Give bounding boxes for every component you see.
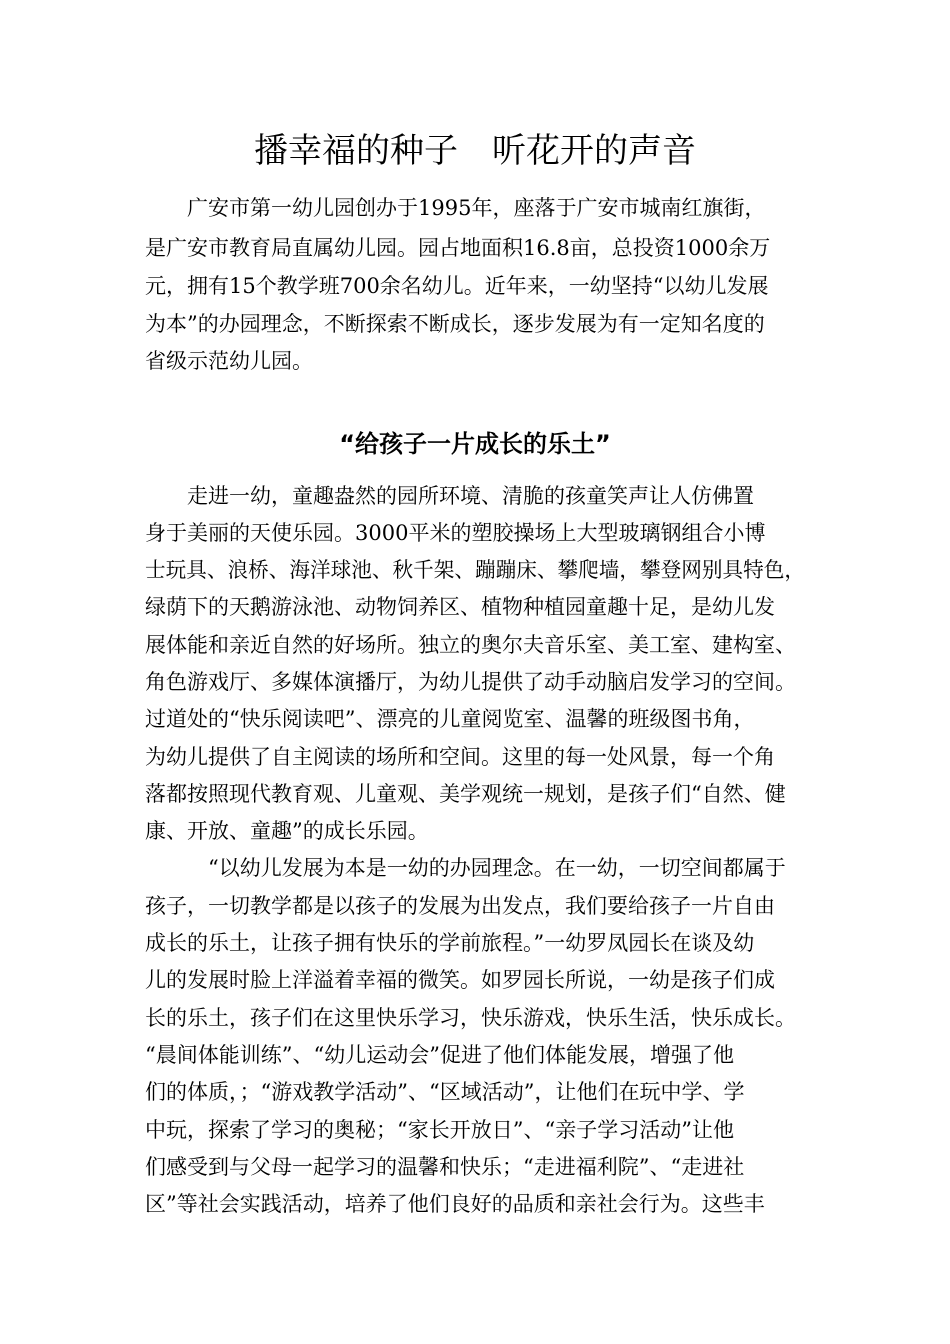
- intro-line: 是广安市教育局直属幼儿园。园占地面积16.8亩，总投资1000余万: [145, 236, 771, 260]
- intro-line: 元，拥有15个教学班700余名幼儿。近年来，一幼坚持“以幼儿发展: [145, 274, 769, 298]
- paragraph1-line: 身于美丽的天使乐园。3000平米的塑胶操场上大型玻璃钢组合小博: [145, 521, 766, 545]
- paragraph1-line: 为幼儿提供了自主阅读的场所和空间。这里的每一处风景，每一个角: [145, 745, 775, 769]
- paragraph1-line: 落都按照现代教育观、儿童观、美学观统一规划，是孩子们“自然、健: [145, 782, 786, 806]
- paragraph2-line: 儿的发展时脸上洋溢着幸福的微笑。如罗园长所说，一幼是孩子们成: [145, 968, 775, 992]
- intro-line: 为本”的办园理念，不断探索不断成长，逐步发展为有一定知名度的: [145, 312, 765, 336]
- paragraph2-line: 成长的乐土，让孩子拥有快乐的学前旅程。”一幼罗凤园长在谈及幼: [145, 931, 755, 955]
- paragraph2-line: “以幼儿发展为本是一幼的办园理念。在一幼，一切空间都属于: [145, 856, 786, 880]
- paragraph2-line: 长的乐土，孩子们在这里快乐学习，快乐游戏，快乐生活，快乐成长。: [145, 1006, 796, 1030]
- paragraph2-line: 孩子，一切教学都是以孩子的发展为出发点，我们要给孩子一片自由: [145, 894, 775, 918]
- paragraph1-line: 角色游戏厅、多媒体演播厅，为幼儿提供了动手动脑启发学习的空间。: [145, 670, 796, 694]
- paragraph2-line: “晨间体能训练”、“幼儿运动会”促进了他们体能发展，增强了他: [145, 1043, 734, 1067]
- paragraph1-line: 绿荫下的天鹅游泳池、动物饲养区、植物种植园童趣十足，是幼儿发: [145, 595, 775, 619]
- intro-line: 省级示范幼儿园。: [145, 349, 313, 373]
- intro-line: 广安市第一幼儿园创办于1995年，座落于广安市城南红旗街，: [145, 196, 766, 220]
- paragraph2-line: 们的体质，；“游戏教学活动”、“区域活动”，让他们在玩中学、学: [145, 1080, 745, 1104]
- paragraph2-line: 区”等社会实践活动，培养了他们良好的品质和亲社会行为。这些丰: [145, 1192, 765, 1216]
- paragraph1-line: 展体能和亲近自然的好场所。独立的奥尔夫音乐室、美工室、建构室、: [145, 633, 796, 657]
- paragraph2-line: 中玩，探索了学习的奥秘；“家长开放日”、“亲子学习活动”让他: [145, 1118, 734, 1142]
- paragraph1-line: 走进一幼，童趣盎然的园所环境、清脆的孩童笑声让人仿佛置: [145, 484, 754, 508]
- page-title: 播幸福的种子 听花开的声音: [254, 131, 696, 171]
- paragraph1-line: 士玩具、浪桥、海洋球池、秋千架、蹦蹦床、攀爬墙，攀登网别具特色，: [145, 558, 805, 582]
- paragraph1-line: 过道处的“快乐阅读吧”、漂亮的儿童阅览室、温馨的班级图书角，: [145, 707, 755, 731]
- section-heading: “给孩子一片成长的乐土”: [339, 430, 611, 458]
- paragraph2-line: 们感受到与父母一起学习的温馨和快乐；“走进福利院”、“走进社: [145, 1155, 745, 1179]
- paragraph1-line: 康、开放、童趣”的成长乐园。: [145, 819, 429, 843]
